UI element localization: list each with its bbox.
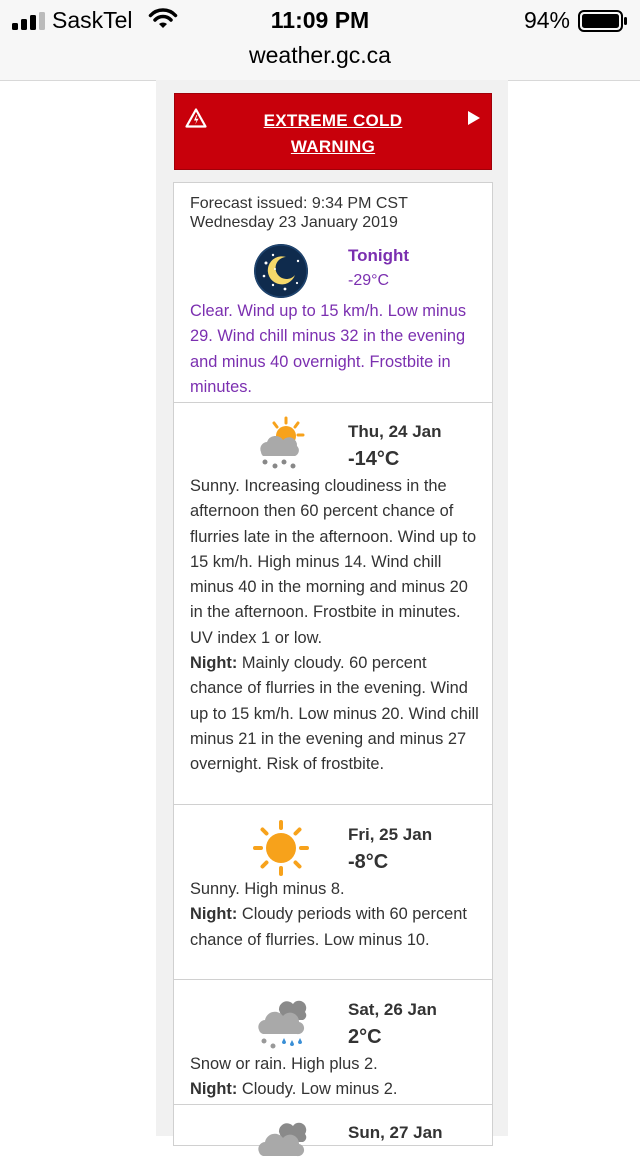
tonight-description: Clear. Wind up to 15 km/h. Low minus 29. Wind chill minus 32 in the evening and minus 40 overnight. Frostbite in minutes. bbox=[190, 302, 467, 396]
sat-temp: 2°C bbox=[348, 1026, 382, 1048]
sun-cloud-flurries-icon bbox=[253, 416, 309, 472]
sunny-icon bbox=[253, 820, 309, 876]
thu-description: Sunny. Increasing cloudiness in the afternoon then 60 percent chance of flurries late in the afternoon. Wind up to 15 km/h. High minus 14. Wind chill minus 40 in the morning and minus 20 in the afternoon. Frostbite in minutes. UV index 1 or low. Night: Mainly cloudy. 60 percent chance of flurries in the evening. Wind up to 15 km/h. Low minus 20. Wind chill minus 21 in the evening and minus 27 overnight. Risk of frostbite. bbox=[190, 477, 479, 774]
url-text[interactable]: weather.gc.ca bbox=[249, 42, 391, 68]
forecast-panel-sun bbox=[173, 1104, 493, 1146]
clear-night-moon-icon bbox=[253, 243, 309, 299]
tonight-day-label: Tonight bbox=[348, 246, 410, 265]
warning-triangle-icon bbox=[185, 108, 207, 128]
thu-day-label: Thu, 24 Jan bbox=[348, 422, 442, 441]
forecast-issued: Forecast issued: 9:34 PM CST Wednesday 23 January 2019 bbox=[190, 195, 408, 231]
fri-description: Sunny. High minus 8. Night: Cloudy periods with 60 percent chance of flurries. Low minus 10. bbox=[190, 880, 467, 949]
carrier-name: SaskTel bbox=[52, 7, 133, 33]
sat-description: Snow or rain. High plus 2. Night: Cloudy. Low minus 2. bbox=[190, 1055, 398, 1099]
clock: 11:09 PM bbox=[270, 7, 370, 33]
thu-temp: -14°C bbox=[348, 448, 400, 470]
sun-day-label: Sun, 27 Jan bbox=[348, 1123, 443, 1142]
fri-temp: -8°C bbox=[348, 851, 389, 873]
battery-icon bbox=[578, 10, 628, 32]
tonight-temp: -29°C bbox=[348, 272, 390, 289]
cloud-icon bbox=[253, 1116, 309, 1172]
play-arrow-icon[interactable] bbox=[467, 110, 481, 126]
extreme-cold-warning-banner[interactable] bbox=[174, 93, 492, 170]
address-bar[interactable] bbox=[0, 40, 640, 81]
sat-day-label: Sat, 26 Jan bbox=[348, 1000, 437, 1019]
warning-link[interactable]: EXTREME COLD WARNING bbox=[263, 111, 403, 156]
status-bar bbox=[0, 0, 640, 40]
fri-day-label: Fri, 25 Jan bbox=[348, 825, 433, 844]
snow-rain-cloud-icon bbox=[253, 994, 309, 1050]
battery-percent: 94% bbox=[523, 7, 570, 33]
